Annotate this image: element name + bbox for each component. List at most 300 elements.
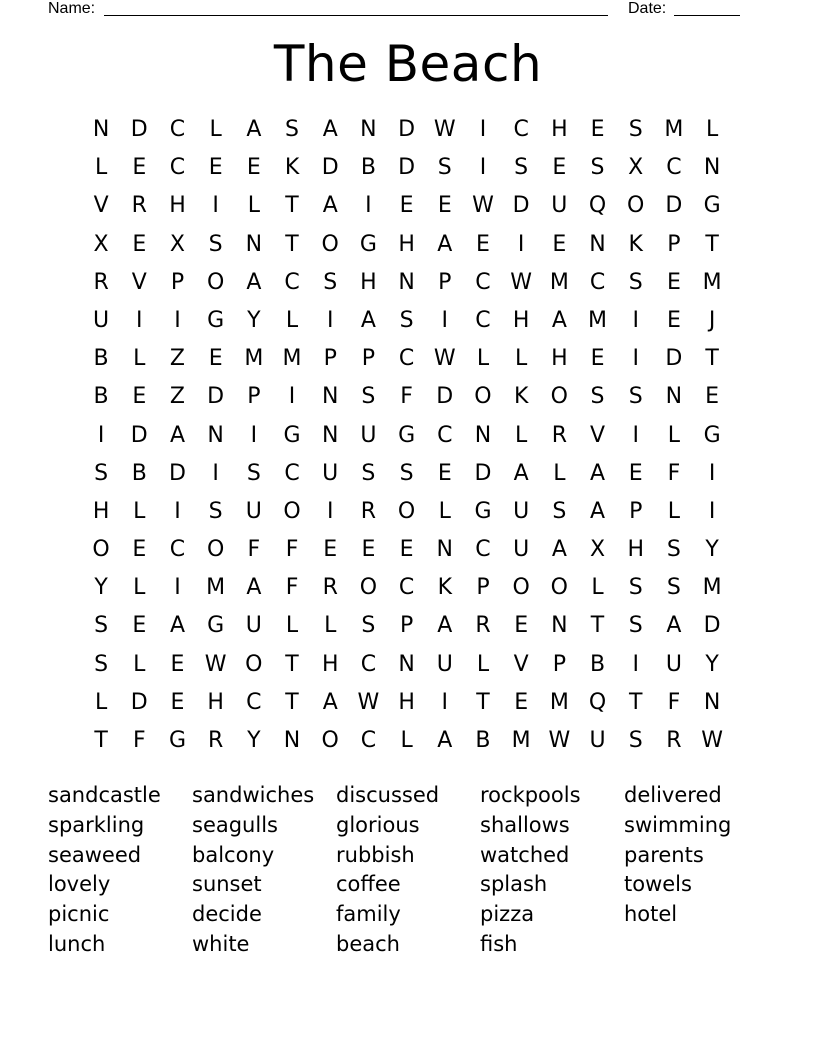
grid-cell: S bbox=[628, 269, 643, 295]
grid-cell: R bbox=[131, 193, 147, 219]
grid-cell: W bbox=[548, 728, 571, 753]
grid-cell: E bbox=[552, 231, 567, 257]
grid-cell: U bbox=[245, 613, 262, 639]
grid-cell: D bbox=[130, 689, 148, 715]
grid-cell: P bbox=[361, 346, 376, 372]
grid-cell: L bbox=[133, 651, 146, 677]
word-list-item: rockpools bbox=[480, 783, 581, 807]
grid-cell: C bbox=[360, 651, 377, 677]
grid-cell: L bbox=[667, 498, 681, 524]
grid-cell: M bbox=[549, 269, 569, 295]
grid-cell: E bbox=[590, 346, 605, 372]
grid-cell: T bbox=[285, 689, 299, 715]
grid-cell: G bbox=[703, 422, 721, 448]
grid-cell: O bbox=[206, 269, 225, 295]
grid-cell: N bbox=[398, 651, 415, 677]
grid-cell: E bbox=[628, 460, 643, 486]
grid-cell: W bbox=[701, 728, 723, 753]
grid-cell: A bbox=[551, 307, 567, 333]
grid-cell: R bbox=[551, 422, 567, 448]
grid-cell: S bbox=[628, 728, 643, 753]
grid-cell: O bbox=[92, 537, 110, 563]
grid-cell: N bbox=[551, 613, 568, 639]
grid-cell: M bbox=[549, 689, 569, 715]
grid-cell: H bbox=[512, 307, 530, 333]
grid-cell: S bbox=[628, 117, 643, 142]
grid-cell: P bbox=[170, 269, 185, 295]
grid-cell: H bbox=[627, 537, 644, 563]
grid-cell: P bbox=[629, 498, 643, 524]
grid-cell: H bbox=[321, 651, 339, 677]
grid-cell: X bbox=[589, 537, 606, 563]
grid-cell: D bbox=[398, 155, 416, 181]
grid-cell: S bbox=[399, 460, 414, 486]
word-list-item: balcony bbox=[192, 842, 275, 867]
grid-cell: L bbox=[209, 117, 222, 142]
grid-cell: E bbox=[170, 689, 185, 715]
grid-cell: I bbox=[708, 498, 716, 524]
grid-cell: G bbox=[283, 422, 301, 448]
grid-cell: A bbox=[551, 537, 567, 563]
grid-cell: D bbox=[665, 346, 683, 372]
grid-cell: N bbox=[398, 269, 415, 295]
grid-cell: C bbox=[169, 155, 186, 181]
grid-cell: W bbox=[204, 651, 227, 677]
grid-cell: Z bbox=[169, 346, 185, 372]
grid-cell: A bbox=[437, 613, 453, 639]
grid-cell: I bbox=[708, 460, 716, 486]
grid-cell: A bbox=[360, 307, 376, 333]
grid-cell: U bbox=[322, 460, 339, 486]
grid-cell: I bbox=[479, 155, 487, 181]
grid-cell: E bbox=[170, 651, 185, 677]
word-list-item: splash bbox=[480, 872, 548, 897]
grid-cell: N bbox=[321, 384, 339, 410]
word-bank bbox=[48, 781, 768, 960]
grid-cell: N bbox=[283, 728, 301, 753]
grid-cell: G bbox=[398, 422, 416, 448]
grid-cell: M bbox=[206, 575, 226, 601]
grid-cell: A bbox=[437, 231, 453, 257]
grid-cell: T bbox=[590, 613, 605, 639]
word-list-item: lovely bbox=[48, 872, 111, 897]
grid-cell: Y bbox=[247, 307, 261, 333]
grid-cell: E bbox=[361, 537, 376, 563]
grid-cell: C bbox=[169, 537, 186, 563]
grid-cell: N bbox=[665, 384, 683, 410]
grid-cell: N bbox=[703, 689, 721, 715]
grid-cell: F bbox=[400, 384, 413, 410]
grid-cell: N bbox=[92, 117, 110, 142]
grid-cell: E bbox=[132, 231, 147, 257]
grid-cell: Q bbox=[588, 193, 607, 219]
grid-cell: F bbox=[247, 537, 261, 563]
grid-cell: N bbox=[474, 422, 492, 448]
grid-cell: X bbox=[628, 155, 644, 181]
word-list-item: sandcastle bbox=[48, 783, 161, 807]
grid-cell: I bbox=[288, 384, 296, 410]
grid-cell: V bbox=[513, 651, 529, 677]
grid-cell: U bbox=[513, 537, 530, 563]
grid-cell: E bbox=[399, 537, 414, 563]
grid-cell: N bbox=[589, 231, 606, 257]
grid-cell: C bbox=[475, 537, 491, 563]
grid-cell: I bbox=[326, 498, 334, 524]
grid-cell: S bbox=[323, 269, 338, 295]
word-list-item: white bbox=[192, 931, 250, 956]
word-list-item: sandwiches bbox=[192, 783, 315, 807]
grid-cell: W bbox=[357, 689, 380, 715]
grid-cell: A bbox=[246, 269, 262, 295]
grid-cell: S bbox=[208, 231, 223, 257]
grid-cell: C bbox=[513, 117, 529, 142]
grid-cell: S bbox=[285, 117, 300, 142]
grid-cell: R bbox=[360, 498, 377, 524]
grid-cell: A bbox=[246, 117, 262, 142]
grid-cell: S bbox=[590, 384, 605, 410]
grid-cell: L bbox=[133, 498, 146, 524]
grid-cell: A bbox=[590, 460, 606, 486]
grid-cell: F bbox=[132, 728, 146, 753]
grid-cell: O bbox=[321, 728, 339, 753]
word-list-item: swimming bbox=[624, 812, 732, 837]
grid-cell: I bbox=[212, 460, 219, 486]
grid-cell: V bbox=[93, 193, 109, 219]
grid-cell: M bbox=[702, 575, 722, 601]
grid-cell: L bbox=[94, 689, 108, 715]
grid-cell: I bbox=[174, 575, 181, 601]
grid-cell: E bbox=[132, 537, 147, 563]
grid-cell: U bbox=[245, 498, 262, 524]
grid-cell: L bbox=[133, 575, 146, 601]
grid-cell: Z bbox=[169, 384, 185, 410]
grid-cell: M bbox=[702, 269, 722, 295]
word-list-item: watched bbox=[480, 842, 570, 867]
grid-cell: T bbox=[285, 651, 299, 677]
grid-cell: E bbox=[323, 537, 338, 563]
grid-cell: L bbox=[515, 346, 528, 372]
grid-cell: I bbox=[441, 307, 449, 333]
grid-cell: T bbox=[476, 689, 490, 715]
grid-cell: H bbox=[398, 689, 415, 715]
grid-cell: Y bbox=[247, 728, 261, 753]
grid-cell: H bbox=[207, 689, 224, 715]
grid-cell: I bbox=[212, 193, 219, 219]
grid-cell: G bbox=[703, 193, 721, 219]
grid-cell: F bbox=[285, 575, 299, 601]
page-title: The Beach bbox=[273, 35, 543, 93]
grid-cell: O bbox=[359, 575, 378, 601]
grid-cell: M bbox=[588, 307, 608, 333]
grid-cell: D bbox=[512, 193, 530, 219]
grid-cell: E bbox=[514, 689, 529, 715]
grid-cell: L bbox=[133, 346, 146, 372]
grid-cell: N bbox=[436, 537, 454, 563]
grid-cell: A bbox=[169, 613, 185, 639]
grid-cell: O bbox=[283, 498, 301, 524]
word-list-item: sparkling bbox=[48, 812, 145, 837]
word-list-item: pizza bbox=[480, 902, 535, 927]
grid-cell: L bbox=[476, 651, 490, 677]
grid-cell: B bbox=[93, 384, 109, 410]
grid-cell: S bbox=[361, 384, 376, 410]
grid-cell: F bbox=[667, 460, 681, 486]
grid-cell: A bbox=[322, 689, 338, 715]
grid-cell: D bbox=[665, 193, 683, 219]
grid-cell: C bbox=[360, 728, 377, 753]
grid-cell: L bbox=[438, 498, 451, 524]
grid-cell: E bbox=[476, 231, 490, 257]
grid-cell: O bbox=[397, 498, 416, 524]
grid-cell: F bbox=[667, 689, 681, 715]
grid-cell: E bbox=[590, 117, 605, 142]
grid-cell: I bbox=[632, 651, 639, 677]
grid-cell: Q bbox=[588, 689, 607, 715]
date-label: Date: bbox=[628, 0, 667, 17]
grid-cell: S bbox=[361, 613, 376, 639]
grid-cell: E bbox=[246, 155, 261, 181]
grid-cell: F bbox=[285, 537, 299, 563]
grid-cell: A bbox=[246, 575, 262, 601]
grid-cell: E bbox=[208, 346, 223, 372]
grid-cell: W bbox=[472, 193, 494, 219]
word-list-item: lunch bbox=[48, 931, 106, 956]
word-list-item: parents bbox=[624, 842, 704, 867]
grid-cell: G bbox=[359, 231, 377, 257]
grid-cell: B bbox=[93, 346, 109, 372]
grid-cell: A bbox=[322, 193, 338, 219]
grid-cell: V bbox=[590, 422, 606, 448]
grid-cell: Y bbox=[94, 575, 108, 601]
grid-cell: S bbox=[437, 155, 452, 181]
grid-cell: I bbox=[97, 422, 105, 448]
grid-cell: W bbox=[510, 269, 533, 295]
grid-cell: T bbox=[285, 193, 299, 219]
grid-cell: H bbox=[169, 193, 186, 219]
grid-cell: C bbox=[666, 155, 682, 181]
grid-cell: P bbox=[438, 269, 452, 295]
grid-cell: O bbox=[321, 231, 339, 257]
grid-cell: W bbox=[433, 117, 456, 142]
grid-cell: L bbox=[515, 422, 528, 448]
grid-cell: H bbox=[551, 346, 568, 372]
grid-cell: K bbox=[437, 575, 452, 601]
word-list-item: discussed bbox=[336, 783, 440, 807]
grid-cell: O bbox=[206, 537, 225, 563]
grid-cell: C bbox=[284, 269, 300, 295]
grid-cell: J bbox=[708, 307, 716, 333]
grid-cell: I bbox=[479, 117, 487, 142]
grid-cell: H bbox=[398, 231, 415, 257]
grid-cell: S bbox=[361, 460, 376, 486]
grid-cell: C bbox=[169, 117, 186, 142]
word-list-item: beach bbox=[336, 931, 400, 956]
grid-cell: K bbox=[513, 384, 529, 410]
grid-cell: Y bbox=[705, 651, 719, 677]
grid-cell: M bbox=[282, 346, 302, 372]
grid-cell: A bbox=[169, 422, 185, 448]
word-list-item: delivered bbox=[624, 783, 722, 807]
grid-cell: P bbox=[552, 651, 566, 677]
grid-cell: S bbox=[628, 384, 643, 410]
word-list-item: shallows bbox=[480, 812, 570, 837]
grid-cell: R bbox=[475, 613, 491, 639]
grid-cell: A bbox=[513, 460, 529, 486]
grid-cell: I bbox=[326, 307, 334, 333]
grid-cell: C bbox=[284, 460, 300, 486]
grid-cell: L bbox=[591, 575, 604, 601]
word-list-item: fish bbox=[480, 931, 518, 956]
grid-cell: D bbox=[321, 155, 339, 181]
grid-cell: I bbox=[441, 689, 449, 715]
grid-cell: D bbox=[436, 384, 454, 410]
grid-cell: O bbox=[627, 193, 645, 219]
grid-cell: I bbox=[632, 346, 639, 372]
grid-cell: T bbox=[628, 689, 643, 715]
grid-cell: T bbox=[285, 231, 299, 257]
grid-cell: S bbox=[94, 651, 109, 677]
grid-cell: W bbox=[433, 346, 456, 372]
word-list-item: rubbish bbox=[336, 842, 415, 867]
grid-cell: B bbox=[360, 155, 376, 181]
grid-cell: V bbox=[131, 269, 147, 295]
grid-cell: O bbox=[474, 384, 492, 410]
grid-cell: C bbox=[246, 689, 262, 715]
grid-cell: L bbox=[285, 613, 299, 639]
grid-cell: I bbox=[174, 498, 181, 524]
grid-cell: G bbox=[207, 307, 225, 333]
grid-cell: A bbox=[666, 613, 682, 639]
word-list-item: seaweed bbox=[48, 842, 142, 867]
grid-cell: O bbox=[550, 575, 568, 601]
grid-cell: B bbox=[131, 460, 147, 486]
grid-cell: X bbox=[93, 231, 109, 257]
grid-cell: A bbox=[437, 728, 453, 753]
grid-cell: D bbox=[398, 117, 416, 142]
grid-cell: L bbox=[667, 422, 681, 448]
grid-cell: N bbox=[360, 117, 377, 142]
grid-cell: G bbox=[207, 613, 225, 639]
word-list-item: hotel bbox=[624, 902, 678, 927]
grid-cell: P bbox=[247, 384, 261, 410]
grid-cell: R bbox=[208, 728, 224, 753]
grid-cell: U bbox=[93, 307, 110, 333]
grid-cell: D bbox=[130, 422, 148, 448]
grid-cell: E bbox=[514, 613, 529, 639]
grid-cell: N bbox=[703, 155, 721, 181]
grid-cell: U bbox=[589, 728, 606, 753]
grid-cell: S bbox=[590, 155, 605, 181]
grid-cell: U bbox=[665, 651, 682, 677]
grid-cell: D bbox=[207, 384, 225, 410]
grid-cell: H bbox=[92, 498, 110, 524]
grid-cell: P bbox=[476, 575, 490, 601]
grid-cell: U bbox=[551, 193, 568, 219]
grid-cell: C bbox=[475, 269, 491, 295]
grid-cell: S bbox=[399, 307, 414, 333]
date-field[interactable] bbox=[674, 15, 740, 16]
grid-cell: I bbox=[632, 307, 639, 333]
grid-cell: E bbox=[132, 155, 147, 181]
grid-cell: A bbox=[590, 498, 606, 524]
name-field[interactable] bbox=[104, 15, 608, 16]
grid-cell: U bbox=[360, 422, 377, 448]
grid-cell: E bbox=[437, 193, 452, 219]
grid-cell: E bbox=[705, 384, 720, 410]
grid-cell: Y bbox=[705, 537, 719, 563]
grid-cell: T bbox=[705, 346, 719, 372]
grid-cell: S bbox=[628, 575, 643, 601]
grid-cell: P bbox=[667, 231, 681, 257]
grid-cell: H bbox=[551, 117, 568, 142]
grid-cell: E bbox=[666, 269, 681, 295]
grid-cell: I bbox=[365, 193, 372, 219]
name-label: Name: bbox=[48, 0, 96, 17]
grid-cell: K bbox=[284, 155, 300, 181]
grid-cell: K bbox=[628, 231, 643, 257]
grid-cell: L bbox=[94, 155, 108, 181]
grid-cell: S bbox=[552, 498, 567, 524]
grid-cell: C bbox=[398, 346, 415, 372]
word-list-item: coffee bbox=[336, 872, 401, 897]
grid-cell: T bbox=[94, 728, 108, 753]
grid-cell: G bbox=[474, 498, 492, 524]
grid-cell: E bbox=[132, 613, 147, 639]
grid-cell: E bbox=[666, 307, 681, 333]
word-list-item: seagulls bbox=[192, 812, 278, 837]
grid-cell: D bbox=[703, 613, 721, 639]
grid-cell: M bbox=[244, 346, 264, 372]
word-list-item: sunset bbox=[192, 872, 262, 897]
grid-cell: E bbox=[208, 155, 223, 181]
grid-cell: I bbox=[250, 422, 258, 448]
grid-cell: E bbox=[132, 384, 147, 410]
grid-cell: C bbox=[475, 307, 491, 333]
grid-cell: N bbox=[321, 422, 339, 448]
grid-cell: N bbox=[207, 422, 224, 448]
grid-cell: A bbox=[322, 117, 338, 142]
grid-cell: L bbox=[476, 346, 490, 372]
grid-cell: R bbox=[322, 575, 338, 601]
grid-cell: L bbox=[553, 460, 566, 486]
header-fields bbox=[48, 0, 748, 20]
grid-cell: E bbox=[399, 193, 414, 219]
grid-cell: L bbox=[324, 613, 337, 639]
grid-cell: I bbox=[517, 231, 525, 257]
grid-cell: R bbox=[666, 728, 682, 753]
grid-cell: L bbox=[400, 728, 413, 753]
grid-cell: D bbox=[168, 460, 186, 486]
grid-cell: M bbox=[511, 728, 531, 753]
grid-cell: C bbox=[437, 422, 453, 448]
grid-cell: S bbox=[666, 575, 681, 601]
grid-cell: O bbox=[512, 575, 530, 601]
grid-cell: S bbox=[246, 460, 261, 486]
grid-cell: E bbox=[552, 155, 567, 181]
grid-cell: U bbox=[436, 651, 453, 677]
grid-cell: O bbox=[245, 651, 263, 677]
word-list-item: decide bbox=[192, 902, 262, 927]
grid-cell: P bbox=[323, 346, 337, 372]
grid-cell: B bbox=[475, 728, 491, 753]
grid-cell: S bbox=[94, 613, 109, 639]
grid-cell: S bbox=[514, 155, 529, 181]
grid-cell: O bbox=[550, 384, 568, 410]
grid-cell: R bbox=[93, 269, 109, 295]
grid-cell: M bbox=[664, 117, 684, 142]
grid-cell: D bbox=[130, 117, 148, 142]
grid-cell: S bbox=[628, 613, 643, 639]
